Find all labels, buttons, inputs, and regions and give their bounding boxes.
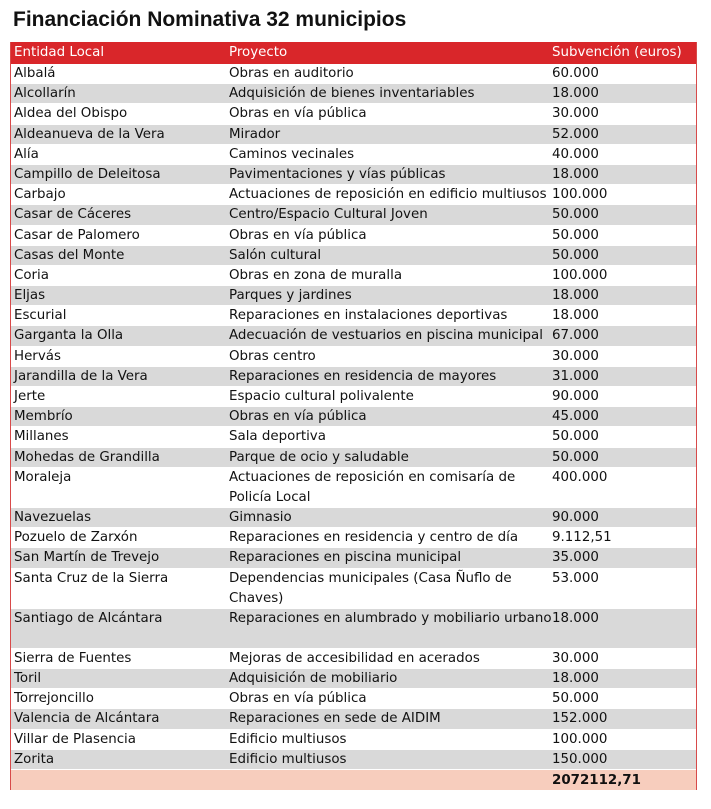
cell-entidad: Alía	[14, 146, 39, 162]
cell-subvencion: 53.000	[552, 570, 599, 586]
cell-entidad: Torrejoncillo	[14, 691, 94, 707]
cell-proyecto: Caminos vecinales	[229, 146, 355, 162]
table-row	[11, 649, 696, 669]
cell-entidad: Casas del Monte	[14, 247, 125, 263]
table-row	[11, 407, 696, 427]
cell-subvencion: 50.000	[552, 247, 599, 263]
cell-subvencion: 60.000	[552, 66, 599, 81]
cell-entidad: Mohedas de Grandilla	[14, 449, 160, 465]
cell-proyecto: Obras en auditorio	[229, 66, 354, 81]
subsidies-table	[10, 42, 697, 790]
cell-entidad: Garganta la Olla	[14, 328, 124, 344]
cell-subvencion: 52.000	[552, 126, 599, 142]
table-row	[11, 387, 696, 407]
table-row	[11, 609, 696, 649]
cell-entidad: Carbajo	[14, 187, 66, 203]
cell-proyecto: Obras centro	[229, 348, 316, 364]
cell-subvencion: 31.000	[552, 368, 599, 384]
cell-subvencion: 50.000	[552, 207, 599, 223]
cell-proyecto: Mirador	[229, 126, 281, 142]
cell-subvencion: 100.000	[552, 267, 608, 283]
cell-proyecto: Espacio cultural polivalente	[229, 389, 414, 404]
table-row	[11, 569, 696, 609]
table-row	[11, 84, 696, 104]
table-row	[11, 286, 696, 306]
cell-entidad: Alcollarín	[14, 86, 76, 102]
table-header	[11, 42, 696, 64]
table-row	[11, 165, 696, 185]
cell-proyecto: Obras en vía pública	[229, 227, 367, 243]
cell-entidad: Villar de Plasencia	[14, 731, 136, 747]
cell-entidad: Zorita	[14, 751, 55, 767]
cell-subvencion: 30.000	[552, 650, 599, 666]
cell-proyecto: Reparaciones en residencia y centro de día	[229, 530, 519, 546]
cell-entidad: Moraleja	[14, 469, 72, 485]
table-body	[11, 64, 696, 770]
cell-subvencion: 400.000	[552, 469, 608, 485]
table-row	[11, 326, 696, 346]
cell-proyecto: Sala deportiva	[229, 429, 326, 445]
cell-subvencion: 18.000	[552, 288, 599, 304]
cell-entidad: Santiago de Alcántara	[14, 610, 163, 626]
cell-entidad: Eljas	[14, 288, 46, 304]
cell-proyecto: Dependencias municipales (Casa Ñuflo de Chaves)	[229, 570, 512, 606]
cell-entidad: Hervás	[14, 348, 61, 364]
cell-subvencion: 30.000	[552, 348, 599, 364]
cell-subvencion: 40.000	[552, 146, 599, 162]
cell-proyecto: Reparaciones en residencia de mayores	[229, 368, 497, 384]
cell-subvencion: 50.000	[552, 449, 599, 465]
cell-entidad: Aldea del Obispo	[14, 106, 128, 122]
total-row	[11, 770, 696, 790]
cell-subvencion: 90.000	[552, 389, 599, 404]
cell-entidad: Membrío	[14, 409, 73, 425]
header-subvencion: Subvención (euros)	[552, 45, 682, 60]
cell-proyecto: Actuaciones de reposición en comisaría de Policía Local	[229, 469, 516, 505]
table-row	[11, 104, 696, 124]
table-row	[11, 427, 696, 447]
cell-entidad: Santa Cruz de la Sierra	[14, 570, 169, 586]
page-title: Financiación Nominativa 32 municipios	[13, 8, 407, 31]
cell-proyecto: Obras en vía pública	[229, 691, 367, 707]
cell-entidad: Sierra de Fuentes	[14, 650, 132, 666]
table-row	[11, 347, 696, 367]
cell-entidad: Aldeanueva de la Vera	[14, 126, 165, 142]
cell-subvencion: 18.000	[552, 86, 599, 102]
cell-entidad: Toril	[14, 671, 42, 687]
table-row	[11, 750, 696, 770]
cell-proyecto: Reparaciones en instalaciones deportivas	[229, 308, 508, 324]
cell-subvencion: 50.000	[552, 691, 599, 707]
table-row	[11, 266, 696, 286]
cell-entidad: Casar de Palomero	[14, 227, 140, 243]
cell-proyecto: Gimnasio	[229, 509, 292, 525]
cell-subvencion: 152.000	[552, 711, 608, 727]
cell-proyecto: Obras en zona de muralla	[229, 267, 403, 283]
cell-entidad: Valencia de Alcántara	[14, 711, 160, 727]
cell-subvencion: 67.000	[552, 328, 599, 344]
table-row	[11, 64, 696, 84]
cell-entidad: Coria	[14, 267, 49, 283]
cell-proyecto: Edificio multiusos	[229, 731, 347, 747]
cell-subvencion: 18.000	[552, 166, 599, 182]
table-row	[11, 246, 696, 266]
cell-entidad: Jarandilla de la Vera	[14, 368, 148, 384]
table-row	[11, 508, 696, 528]
cell-proyecto: Parque de ocio y saludable	[229, 449, 409, 465]
table-row	[11, 528, 696, 548]
table-row	[11, 145, 696, 165]
cell-proyecto: Edificio multiusos	[229, 751, 347, 767]
header-proyecto: Proyecto	[229, 45, 288, 60]
cell-subvencion: 18.000	[552, 610, 599, 626]
table-row	[11, 367, 696, 387]
cell-proyecto: Reparaciones en piscina municipal	[229, 550, 462, 566]
table-row	[11, 468, 696, 508]
cell-subvencion: 45.000	[552, 409, 599, 425]
cell-subvencion: 100.000	[552, 187, 608, 203]
table-row	[11, 125, 696, 145]
cell-subvencion: 50.000	[552, 227, 599, 243]
table-row	[11, 709, 696, 729]
cell-subvencion: 100.000	[552, 731, 608, 747]
cell-entidad: Campillo de Deleitosa	[14, 166, 161, 182]
cell-entidad: Jerte	[14, 389, 46, 404]
cell-entidad: Pozuelo de Zarxón	[14, 530, 138, 546]
cell-entidad: Millanes	[14, 429, 69, 445]
cell-entidad: San Martín de Trevejo	[14, 550, 160, 566]
cell-entidad: Casar de Cáceres	[14, 207, 132, 223]
cell-subvencion: 50.000	[552, 429, 599, 445]
cell-proyecto: Actuaciones de reposición en edificio multiusos	[229, 187, 547, 203]
total-value: 2072112,71	[552, 772, 641, 788]
cell-proyecto: Parques y jardines	[229, 288, 352, 304]
table-row	[11, 548, 696, 568]
cell-entidad: Escurial	[14, 308, 67, 324]
table-row	[11, 306, 696, 326]
cell-proyecto: Obras en vía pública	[229, 409, 367, 425]
cell-subvencion: 150.000	[552, 751, 608, 767]
cell-subvencion: 35.000	[552, 550, 599, 566]
cell-proyecto: Salón cultural	[229, 247, 322, 263]
cell-proyecto: Centro/Espacio Cultural Joven	[229, 207, 428, 223]
cell-entidad: Albalá	[14, 66, 56, 81]
cell-proyecto: Mejoras de accesibilidad en acerados	[229, 650, 480, 666]
cell-proyecto: Obras en vía pública	[229, 106, 367, 122]
table-row	[11, 205, 696, 225]
cell-subvencion: 90.000	[552, 509, 599, 525]
table-row	[11, 185, 696, 205]
cell-subvencion: 30.000	[552, 106, 599, 122]
cell-proyecto: Adquisición de mobiliario	[229, 671, 398, 687]
table-row	[11, 448, 696, 468]
cell-proyecto: Adecuación de vestuarios en piscina municipal	[229, 328, 543, 344]
cell-proyecto: Pavimentaciones y vías públicas	[229, 166, 446, 182]
table-row	[11, 730, 696, 750]
cell-subvencion: 18.000	[552, 308, 599, 324]
table-row	[11, 669, 696, 689]
cell-proyecto: Reparaciones en sede de AIDIM	[229, 711, 441, 727]
cell-subvencion: 18.000	[552, 671, 599, 687]
cell-entidad: Navezuelas	[14, 509, 92, 525]
cell-proyecto: Reparaciones en alumbrado y mobiliario urbano	[229, 610, 552, 626]
cell-subvencion: 9.112,51	[552, 530, 612, 546]
table-row	[11, 226, 696, 246]
table-row	[11, 689, 696, 709]
header-entidad: Entidad Local	[14, 45, 105, 60]
cell-proyecto: Adquisición de bienes inventariables	[229, 86, 475, 102]
